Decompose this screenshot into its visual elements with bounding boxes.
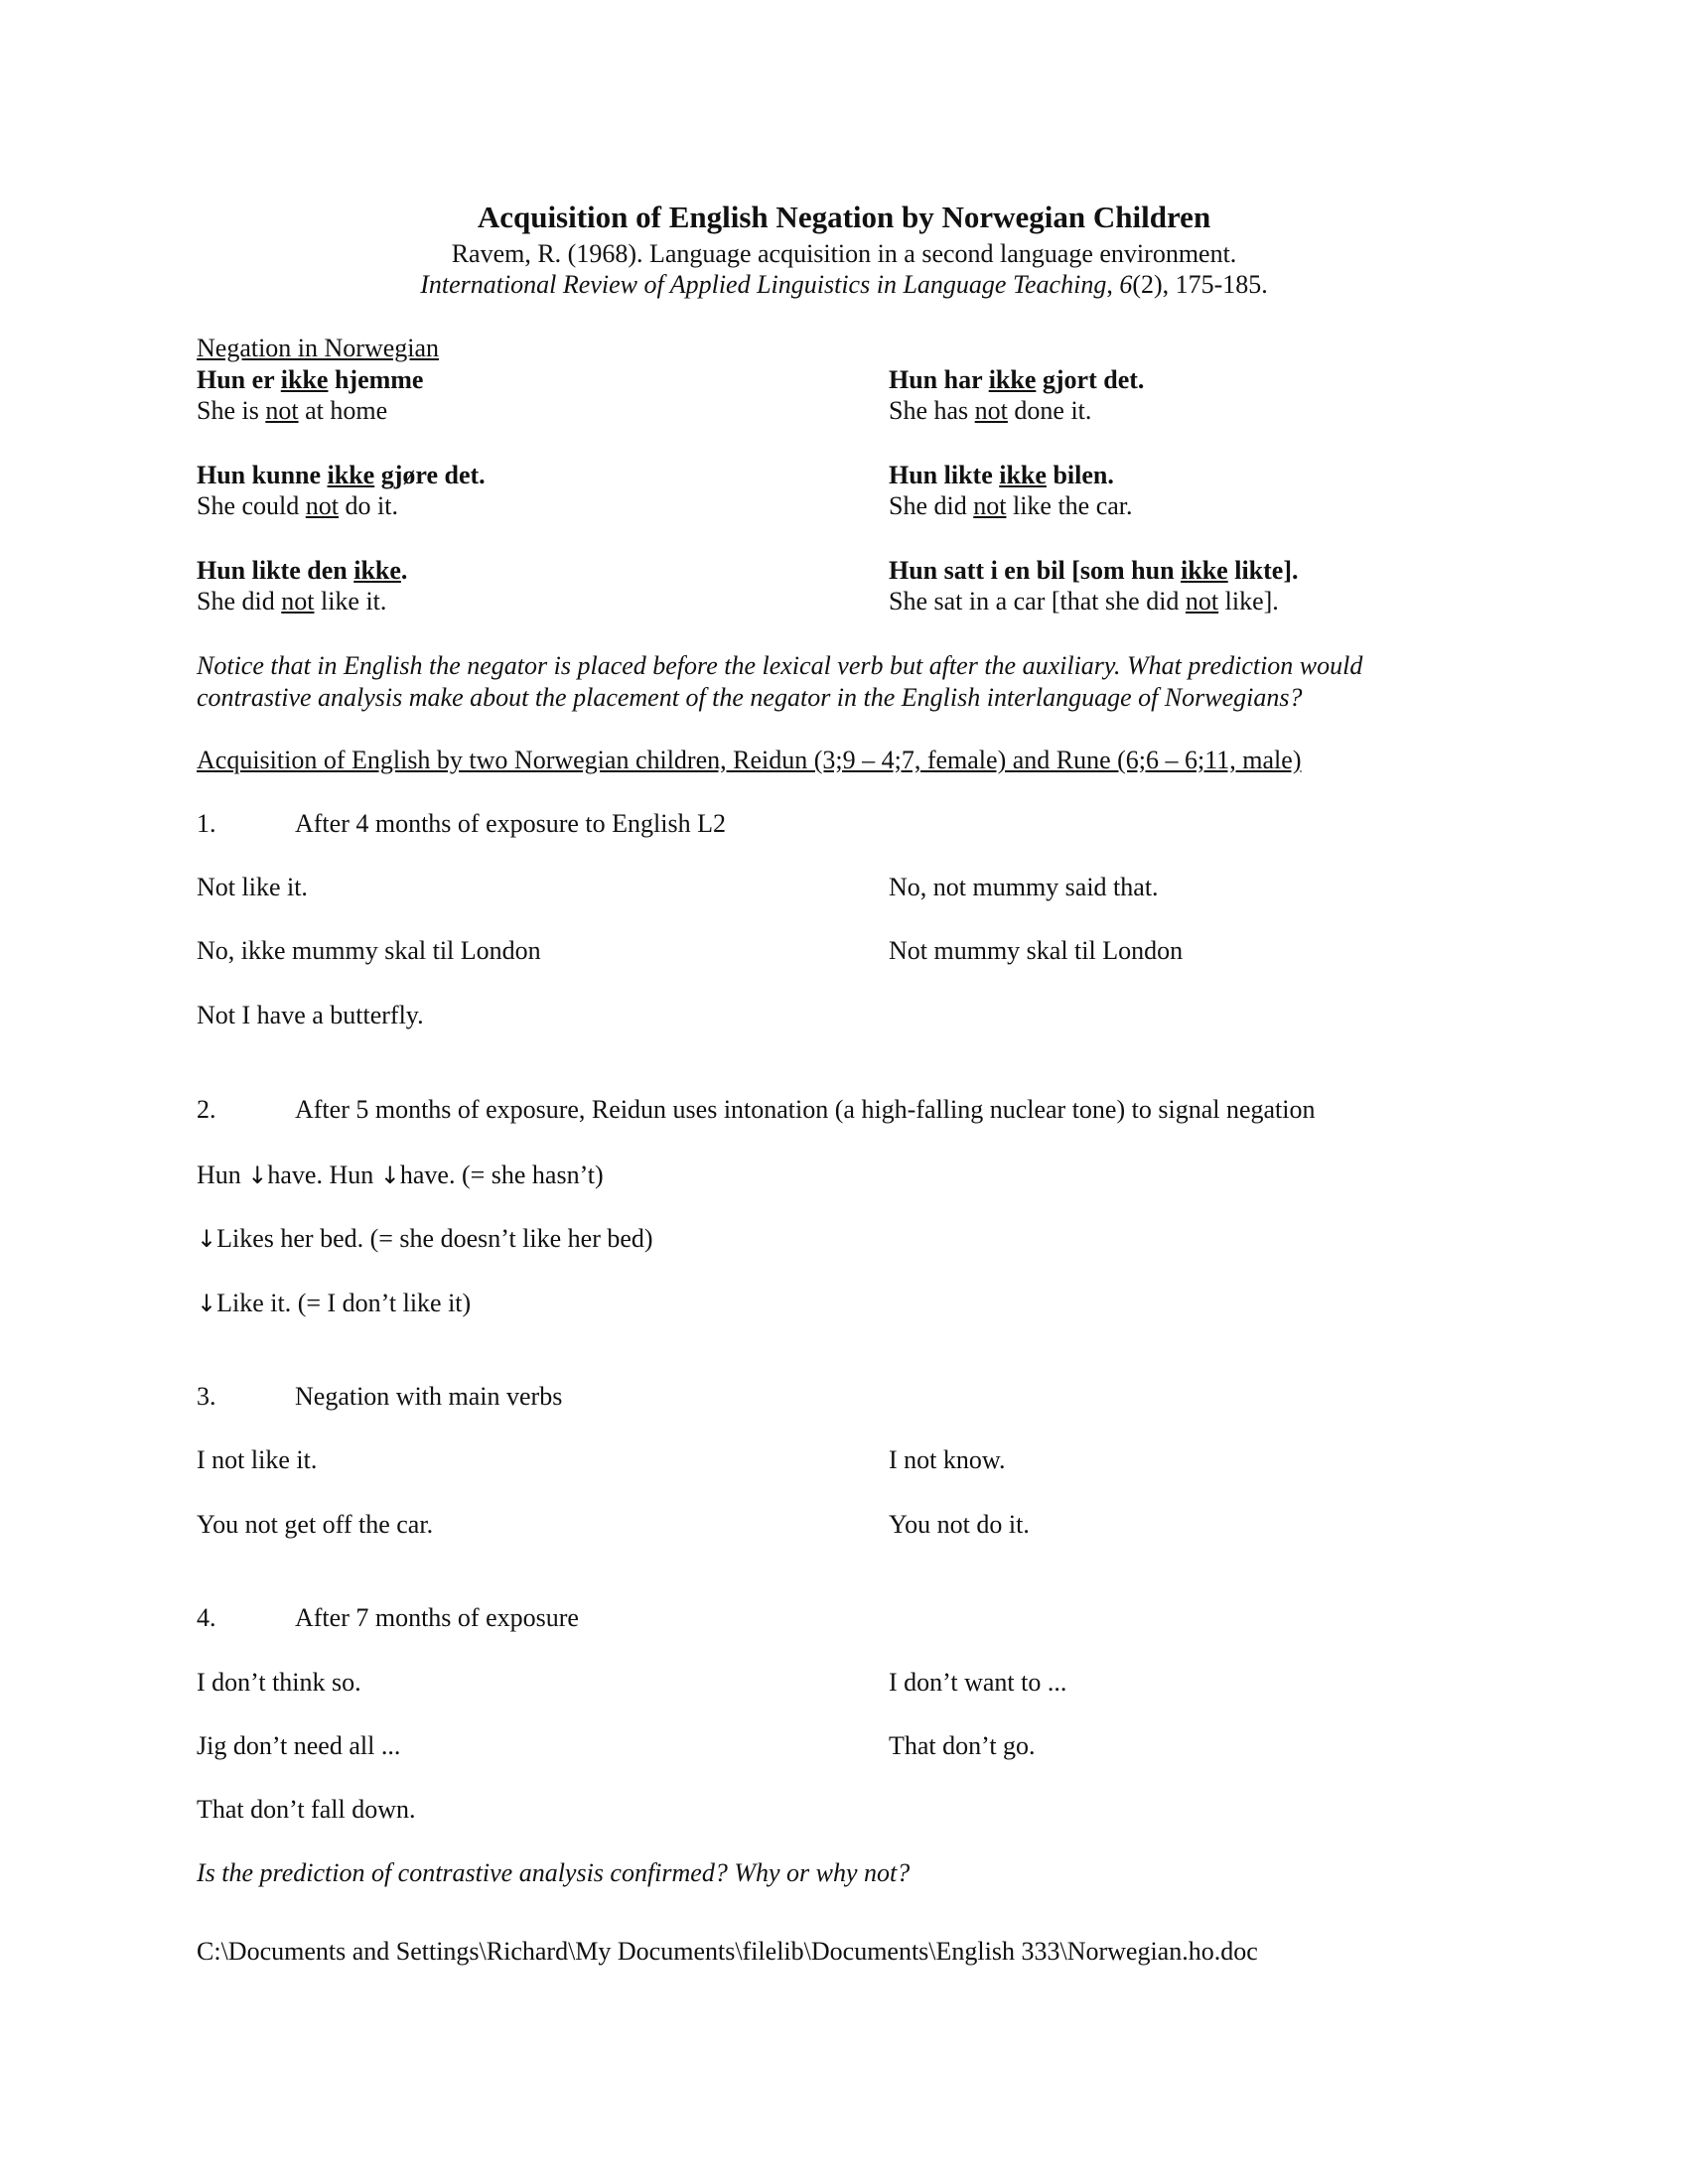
stage-number: 3. bbox=[197, 1382, 216, 1411]
norwegian-example: Hun likte den ikke. bbox=[197, 556, 408, 585]
stage-number: 1. bbox=[197, 809, 216, 838]
journal-volume: 6 bbox=[1119, 270, 1133, 299]
example-utterance: I not like it. bbox=[197, 1445, 318, 1474]
section-heading-norwegian: Negation in Norwegian bbox=[197, 334, 440, 362]
english-translation: She has not done it. bbox=[889, 396, 1092, 425]
example-utterance: That don’t go. bbox=[889, 1731, 1036, 1760]
english-translation: She sat in a car [that she did not like]. bbox=[889, 587, 1279, 615]
question-line-1: Notice that in English the negator is placed before the lexical verb but after the auxiliary. What prediction would bbox=[197, 651, 1363, 680]
example-utterance: You not do it. bbox=[889, 1510, 1030, 1539]
stage-number: 2. bbox=[197, 1095, 216, 1124]
norwegian-example: Hun kunne ikke gjøre det. bbox=[197, 461, 486, 489]
citation-line-2 bbox=[0, 269, 1688, 301]
example-utterance: That don’t fall down. bbox=[197, 1795, 416, 1824]
norwegian-example: Hun satt i en bil [som hun ikke likte]. bbox=[889, 556, 1299, 585]
final-question: Is the prediction of contrastive analysis confirmed? Why or why not? bbox=[197, 1858, 911, 1887]
example-utterance: I not know. bbox=[889, 1445, 1006, 1474]
journal-name: International Review of Applied Linguistics in Language Teaching bbox=[420, 270, 1107, 299]
example-utterance: You not get off the car. bbox=[197, 1510, 434, 1539]
stage-title: After 5 months of exposure, Reidun uses intonation (a high-falling nuclear tone) to signal negation bbox=[295, 1095, 1316, 1124]
falling-tone-arrow-icon: ↓ bbox=[197, 1290, 217, 1317]
example-utterance: No, ikke mummy skal til London bbox=[197, 936, 541, 965]
example-utterance: ↓Like it. (= I don’t like it) bbox=[197, 1289, 472, 1317]
example-utterance: Jig don’t need all ... bbox=[197, 1731, 401, 1760]
example-utterance: Not I have a butterfly. bbox=[197, 1001, 424, 1029]
example-utterance: ↓Likes her bed. (= she doesn’t like her bed) bbox=[197, 1224, 653, 1253]
norwegian-example: Hun er ikke hjemme bbox=[197, 365, 424, 394]
norwegian-example: Hun har ikke gjort det. bbox=[889, 365, 1145, 394]
journal-issue-pages: (2), 175-185. bbox=[1132, 270, 1268, 299]
stage-title: After 4 months of exposure to English L2 bbox=[295, 809, 726, 838]
english-translation: She did not like the car. bbox=[889, 491, 1133, 520]
example-utterance: Not like it. bbox=[197, 873, 308, 901]
stage-title: After 7 months of exposure bbox=[295, 1603, 579, 1632]
stage-number: 4. bbox=[197, 1603, 216, 1632]
example-utterance: I don’t think so. bbox=[197, 1668, 361, 1697]
falling-tone-arrow-icon: ↓ bbox=[247, 1161, 268, 1189]
norwegian-example: Hun likte ikke bilen. bbox=[889, 461, 1114, 489]
example-utterance: I don’t want to ... bbox=[889, 1668, 1067, 1697]
example-utterance: No, not mummy said that. bbox=[889, 873, 1159, 901]
example-utterance: Not mummy skal til London bbox=[889, 936, 1184, 965]
english-translation: She could not do it. bbox=[197, 491, 398, 520]
file-path-footer: C:\Documents and Settings\Richard\My Documents\filelib\Documents\English 333\Norwegian.ho.doc bbox=[197, 1937, 1258, 1966]
page-title: Acquisition of English Negation by Norwegian Children bbox=[477, 200, 1211, 234]
example-utterance: Hun ↓have. Hun ↓have. (= she hasn’t) bbox=[197, 1160, 604, 1189]
stage-title: Negation with main verbs bbox=[295, 1382, 563, 1411]
question-line-2: contrastive analysis make about the placement of the negator in the English interlanguage of Norwegians? bbox=[197, 683, 1303, 712]
falling-tone-arrow-icon: ↓ bbox=[197, 1225, 217, 1253]
section-heading-acquisition: Acquisition of English by two Norwegian children, Reidun (3;9 – 4;7, female) and Rune (6;6 – 6;11, male) bbox=[197, 746, 1302, 774]
falling-tone-arrow-icon: ↓ bbox=[379, 1161, 400, 1189]
english-translation: She did not like it. bbox=[197, 587, 387, 615]
english-translation: She is not at home bbox=[197, 396, 388, 425]
journal-sep: , bbox=[1106, 270, 1120, 299]
citation-line-1: Ravem, R. (1968). Language acquisition in a second language environment. bbox=[451, 239, 1237, 268]
